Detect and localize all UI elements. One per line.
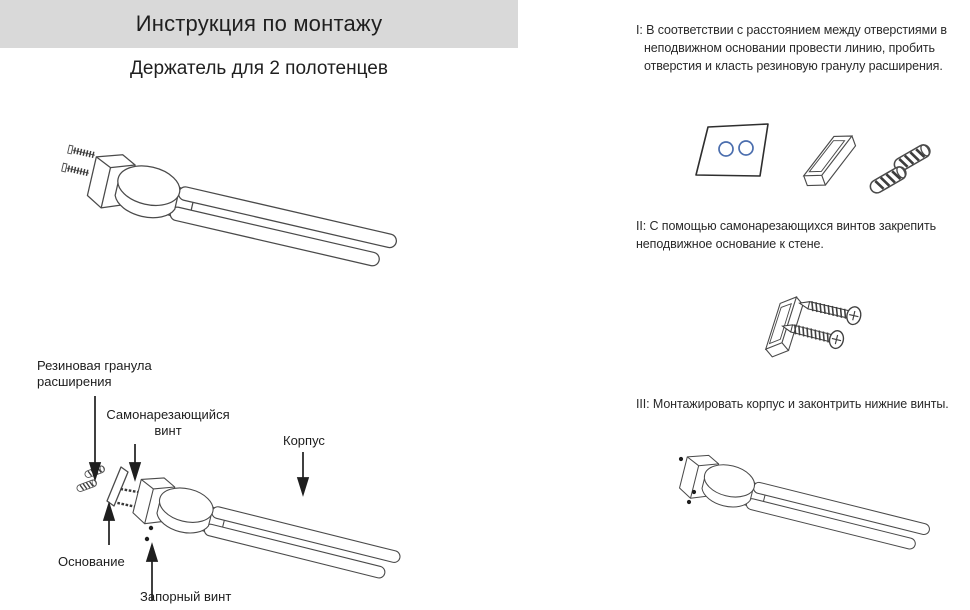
arrow-body-icon (298, 452, 308, 494)
page-title: Инструкция по монтажу (135, 11, 383, 36)
arrow-self-tapping-screw-icon (130, 444, 140, 479)
label-body: Корпус (283, 433, 325, 448)
product-subtitle: Держатель для 2 полотенцев (130, 58, 388, 79)
header-bar (0, 0, 518, 48)
base-plate-drawing (107, 467, 128, 506)
marking-plate-drawing (696, 124, 768, 176)
step2-illustration (749, 293, 862, 361)
exploded-diagram (76, 465, 405, 586)
step1-illustration (696, 124, 932, 195)
label-self-tapping-screw: Самонарезающийся винт (106, 407, 230, 438)
step-3-text: III: Монтажировать корпус и законтрить нижние винты. (636, 397, 949, 411)
main-product-drawing (56, 142, 402, 274)
step-2-text: II: С помощью самонарезающихся винтов закрепить неподвижное основание к стене. (636, 219, 936, 252)
label-base: Основание (58, 554, 125, 569)
step3-illustration (678, 450, 934, 556)
step-1-text: I: В соответствии с расстоянием между отверстиями в неподвижном основании провести линию, пробить отверстия и класть резиновую гранулу расширения. (636, 23, 947, 74)
arrow-base-icon (104, 504, 114, 545)
arrow-expansion-plug-icon (90, 396, 100, 479)
label-expansion-plug: Резиновая гранула расширения (37, 358, 152, 389)
label-locking-screw: Запорный винт (140, 589, 232, 604)
